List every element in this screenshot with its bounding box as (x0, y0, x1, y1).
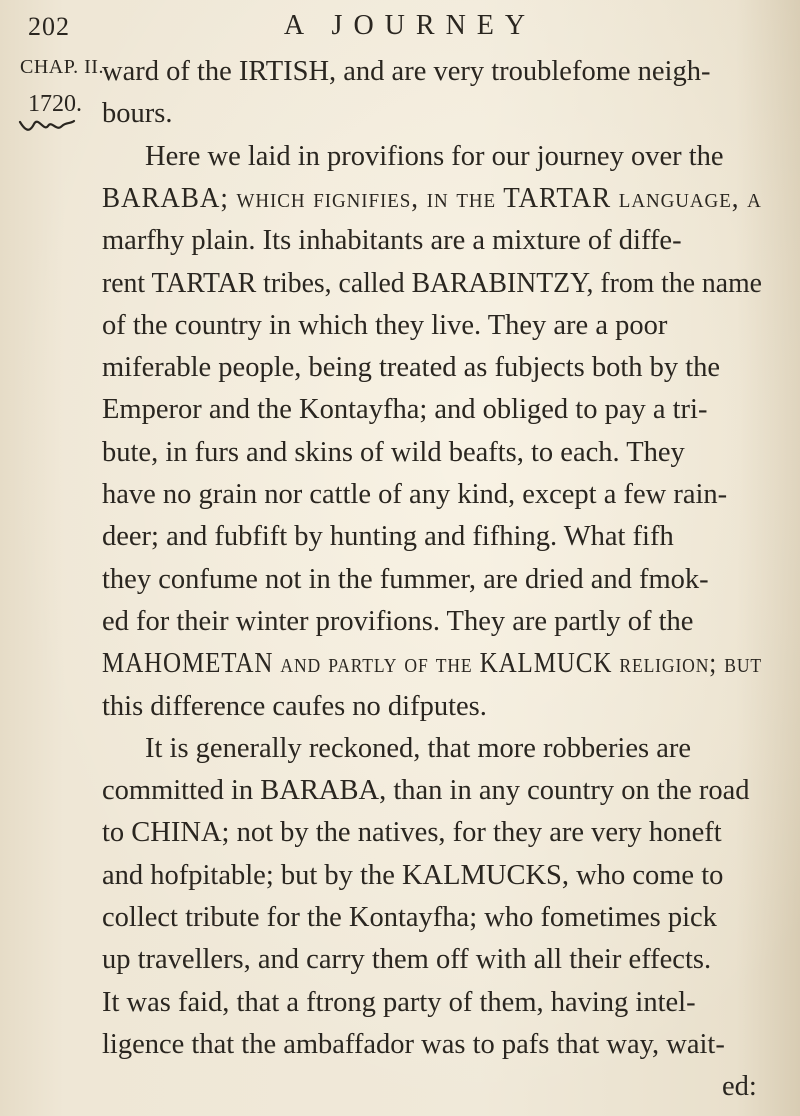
text-line: ward of the IRTISH, and are very troublefome neigh- (102, 56, 711, 87)
chapter-marker: CHAP. II. (20, 56, 104, 78)
catchword: ed: (722, 1071, 757, 1103)
text-line: up travellers, and carry them off with all their effects. (102, 944, 712, 976)
text-line: they confume not in the fummer, are dried and fmok- (102, 563, 709, 595)
running-head: A JOURNEY (283, 10, 537, 41)
page-number: 202 (28, 12, 70, 41)
text-line: rent TARTAR tribes, called BARABINTZY, from the name (102, 267, 762, 299)
text-line: BARABA; which fignifies, in the TARTAR language, a (102, 182, 762, 214)
text-line: MAHOMETAN and partly of the KALMUCK religion; but (102, 648, 762, 680)
text-line: deer; and fubfift by hunting and fifhing. What fifh (102, 521, 674, 553)
text-line: bours. (102, 98, 173, 130)
text-line: Emperor and the Kontayfha; and obliged to pay a tri- (102, 394, 708, 426)
text-line: have no grain nor cattle of any kind, except a few rain- (102, 479, 728, 510)
text-line: collect tribute for the Kontayfha; who fometimes pick (102, 902, 717, 933)
text-line: and hofpitable; but by the KALMUCKS, who come to (102, 859, 724, 891)
text-line: this difference caufes no difputes. (102, 690, 487, 722)
text-line: ed for their winter provifions. They are partly of the (102, 605, 694, 637)
text-line: committed in BARABA, than in any country on the road (102, 775, 750, 807)
text-line: miferable people, being treated as fubjects both by the (102, 352, 721, 384)
text-line: to CHINA; not by the natives, for they are very honeft (102, 817, 722, 849)
text-line: ligence that the ambaffador was to pafs that way, wait- (102, 1028, 725, 1060)
text-line: bute, in furs and skins of wild beafts, to each. They (102, 436, 685, 468)
text-line: of the country in which they live. They are a poor (102, 309, 668, 341)
text-line: marfhy plain. Its inhabitants are a mixture of diffe- (102, 225, 682, 257)
text-line: It is generally reckoned, that more robberies are (145, 732, 692, 764)
text-line: Here we laid in provifions for our journey over the (145, 140, 724, 172)
text-line: It was faid, that a ftrong party of them, having intel- (102, 986, 696, 1018)
year-marker: 1720. (28, 91, 82, 117)
